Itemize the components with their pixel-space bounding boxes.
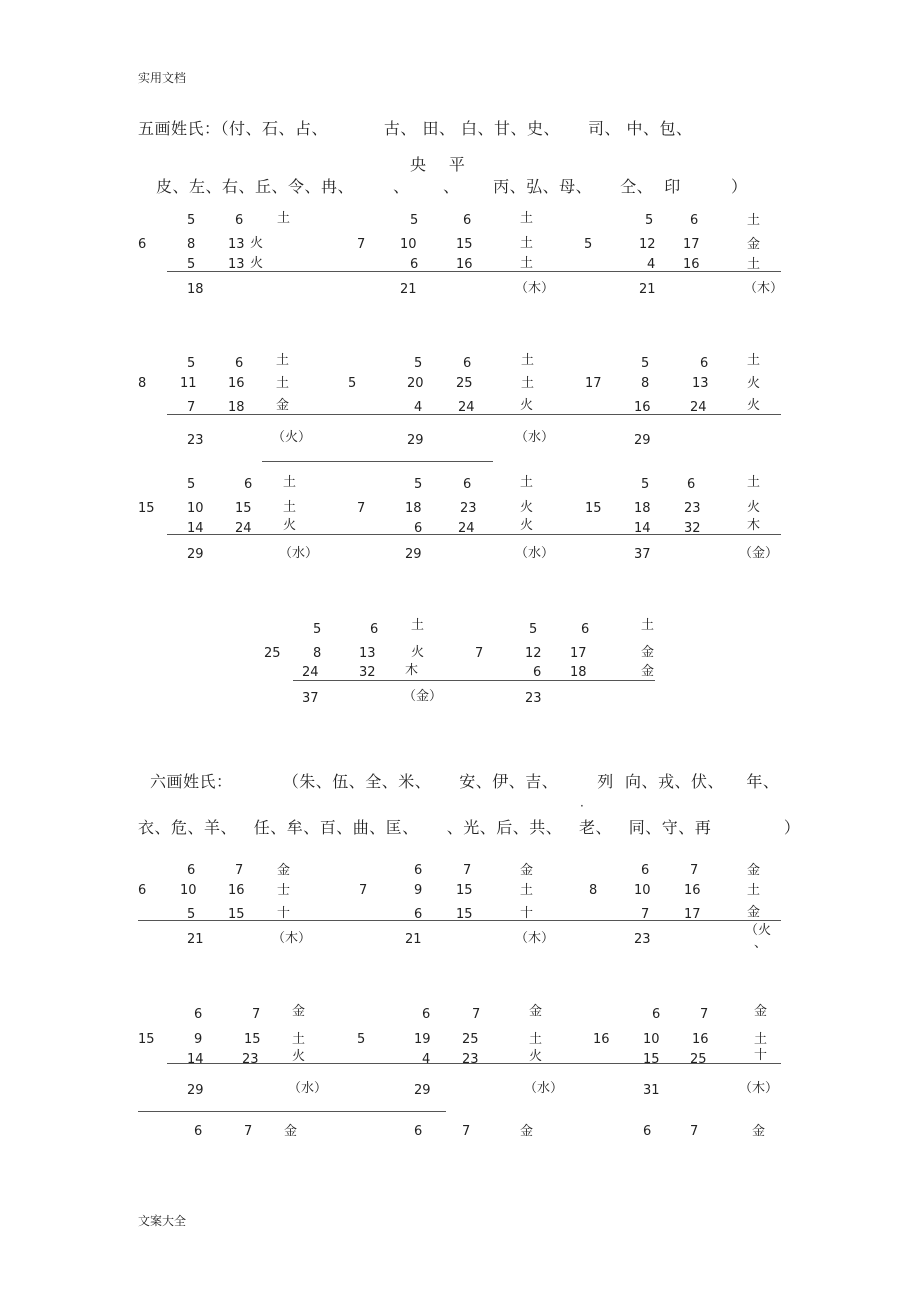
element-label: 土: [641, 618, 655, 633]
stroke-value: 13: [692, 376, 709, 391]
stroke-value: 18: [228, 400, 245, 415]
element-label: 火: [283, 518, 297, 533]
element-label: 火: [529, 1049, 543, 1064]
element-label: 土: [411, 618, 425, 633]
element-label: 火: [747, 376, 761, 391]
stroke-value: 5: [313, 622, 322, 637]
stroke-value: 14: [634, 521, 651, 536]
element-label: 土: [754, 1032, 768, 1047]
stroke-value: 15: [643, 1052, 660, 1067]
total-value: 21: [639, 282, 656, 297]
stroke-value: 16: [692, 1032, 709, 1047]
total-value: 23: [187, 433, 204, 448]
element-label: 金: [520, 1124, 534, 1139]
stroke-value: 4: [647, 257, 656, 272]
stroke-value: 16: [456, 257, 473, 272]
element-label: 十: [520, 906, 534, 921]
total-value: 23: [525, 691, 542, 706]
stroke-value: 8: [138, 376, 147, 391]
element-label: 火: [292, 1049, 306, 1064]
total-value: 23: [634, 932, 651, 947]
stroke-value: 5: [414, 477, 423, 492]
stroke-value: 8: [589, 883, 598, 898]
element-label: 土: [747, 257, 761, 272]
element-label: （水）: [288, 1081, 328, 1096]
stroke-value: 23: [460, 501, 477, 516]
total-value: 21: [405, 932, 422, 947]
element-label: 金: [752, 1124, 766, 1139]
five-stroke-surname-line: 皮、左、右、丘、令、冉、 、 、 丙、弘、母、 仝、 印 ）: [156, 177, 748, 196]
stroke-value: 17: [570, 646, 587, 661]
element-label: （火）: [272, 430, 312, 445]
element-label: 火: [520, 398, 534, 413]
stroke-value: 6: [652, 1007, 661, 1022]
stroke-value: 15: [138, 501, 155, 516]
total-value: 29: [405, 547, 422, 562]
element-label: 土: [520, 883, 534, 898]
stroke-value: 6: [235, 213, 244, 228]
element-label: 土: [283, 475, 297, 490]
stroke-value: 5: [645, 213, 654, 228]
element-label: （火: [745, 923, 772, 938]
stroke-value: 10: [180, 883, 197, 898]
element-label: （木）: [515, 931, 555, 946]
five-stroke-title-line: 五画姓氏：（付、石、占、 古、 田、 白、甘、史、 司、 中、包、: [138, 119, 693, 138]
stroke-value: 7: [690, 863, 699, 878]
stroke-value: 4: [414, 400, 423, 415]
stroke-value: 7: [690, 1124, 699, 1139]
element-label: （金）: [403, 689, 443, 704]
stroke-value: 19: [414, 1032, 431, 1047]
stroke-value: 13: [228, 237, 245, 252]
stroke-value: 6: [687, 477, 696, 492]
total-value: 29: [634, 433, 651, 448]
divider-line: [293, 680, 655, 681]
element-label: 火: [747, 500, 761, 515]
stroke-value: 10: [634, 883, 651, 898]
stroke-value: 6: [581, 622, 590, 637]
element-label: 土: [521, 376, 535, 391]
element-label: 土: [276, 353, 290, 368]
stroke-value: 7: [252, 1007, 261, 1022]
stroke-value: 25: [690, 1052, 707, 1067]
stroke-value: 6: [414, 521, 423, 536]
divider-line: [138, 1111, 446, 1112]
stroke-value: 17: [585, 376, 602, 391]
stroke-value: 5: [584, 237, 593, 252]
element-label: 金: [284, 1124, 298, 1139]
stroke-value: 6: [187, 863, 196, 878]
element-label: 金: [641, 664, 655, 679]
element-label: 土: [520, 475, 534, 490]
element-label: 金: [529, 1004, 543, 1019]
total-value: 29: [187, 547, 204, 562]
stroke-value: 24: [458, 521, 475, 536]
stroke-value: 7: [235, 863, 244, 878]
element-label: 土: [277, 211, 291, 226]
stroke-value: 12: [639, 237, 656, 252]
stroke-value: 6: [414, 863, 423, 878]
element-label: 金: [520, 863, 534, 878]
stroke-value: 5: [187, 907, 196, 922]
stroke-value: 7: [357, 237, 366, 252]
stroke-value: 24: [302, 665, 319, 680]
stroke-value: 10: [643, 1032, 660, 1047]
element-label: 土: [747, 213, 761, 228]
element-label: （木）: [272, 931, 312, 946]
element-label: 金: [292, 1004, 306, 1019]
stroke-value: 5: [187, 477, 196, 492]
element-label: 金: [641, 645, 655, 660]
stroke-value: 6: [410, 257, 419, 272]
stroke-value: 15: [456, 907, 473, 922]
stroke-value: 12: [525, 646, 542, 661]
stroke-value: 24: [458, 400, 475, 415]
stroke-value: 7: [187, 400, 196, 415]
element-label: 土: [520, 211, 534, 226]
stroke-value: 6: [463, 477, 472, 492]
stroke-value: 8: [313, 646, 322, 661]
five-stroke-extra-chars: 央 平: [410, 155, 466, 174]
stroke-value: 7: [475, 646, 484, 661]
stroke-value: 18: [570, 665, 587, 680]
element-label: 土: [529, 1032, 543, 1047]
stroke-value: 10: [400, 237, 417, 252]
stroke-value: 32: [359, 665, 376, 680]
stroke-value: 6: [244, 477, 253, 492]
element-label: 土: [520, 236, 534, 251]
stroke-value: 5: [187, 257, 196, 272]
stroke-value: 6: [700, 356, 709, 371]
stroke-value: 6: [643, 1124, 652, 1139]
six-stroke-title-line: 六画姓氏： （朱、伍、全、米、 安、伊、吉、 列 向、戎、伏、 年、: [150, 772, 780, 791]
element-label: 火: [250, 256, 264, 271]
stroke-value: 5: [410, 213, 419, 228]
stroke-value: 5: [187, 356, 196, 371]
stroke-value: 23: [462, 1052, 479, 1067]
element-label: 火: [411, 645, 425, 660]
stroke-value: 5: [529, 622, 538, 637]
stroke-value: 7: [472, 1007, 481, 1022]
stroke-value: 6: [690, 213, 699, 228]
total-value: 37: [634, 547, 651, 562]
stroke-value: 6: [194, 1007, 203, 1022]
stroke-value: 6: [138, 237, 147, 252]
element-label: （木）: [744, 281, 784, 296]
element-label: 十: [754, 1048, 768, 1063]
stroke-value: 20: [407, 376, 424, 391]
element-label: 金: [276, 398, 290, 413]
element-label: （水）: [279, 546, 319, 561]
element-label: （水）: [524, 1081, 564, 1096]
stroke-value: 7: [357, 501, 366, 516]
element-label: （水）: [515, 546, 555, 561]
stroke-value: 5: [641, 477, 650, 492]
six-stroke-dot: ·: [580, 799, 584, 813]
stroke-value: 6: [414, 907, 423, 922]
element-label: 木: [747, 518, 761, 533]
stroke-value: 14: [187, 521, 204, 536]
stroke-value: 7: [641, 907, 650, 922]
stroke-value: 5: [357, 1032, 366, 1047]
stroke-value: 16: [634, 400, 651, 415]
total-value: 21: [400, 282, 417, 297]
element-label: （水）: [515, 430, 555, 445]
stroke-value: 17: [684, 907, 701, 922]
element-label: 土: [747, 353, 761, 368]
total-value: 37: [302, 691, 319, 706]
element-label: 火: [250, 236, 264, 251]
stroke-value: 25: [462, 1032, 479, 1047]
stroke-value: 15: [228, 907, 245, 922]
element-label: 十: [277, 906, 291, 921]
stroke-value: 15: [138, 1032, 155, 1047]
stroke-value: 6: [463, 356, 472, 371]
stroke-value: 5: [348, 376, 357, 391]
stroke-value: 25: [264, 646, 281, 661]
element-label: 金: [754, 1004, 768, 1019]
element-label: 火: [520, 500, 534, 515]
element-label: （木）: [515, 281, 555, 296]
stroke-value: 6: [370, 622, 379, 637]
stroke-value: 9: [194, 1032, 203, 1047]
six-stroke-surname-line: 衣、危、羊、 任、牟、百、曲、匡、 、光、后、共、 老、 同、守、再 ）: [138, 818, 801, 837]
stroke-value: 10: [187, 501, 204, 516]
element-label: 火: [520, 518, 534, 533]
stroke-value: 6: [422, 1007, 431, 1022]
stroke-value: 6: [414, 1124, 423, 1139]
stroke-value: 24: [235, 521, 252, 536]
total-value: 18: [187, 282, 204, 297]
stroke-value: 17: [683, 237, 700, 252]
stroke-value: 25: [456, 376, 473, 391]
total-value: 29: [414, 1083, 431, 1098]
element-label: （木）: [739, 1081, 779, 1096]
stroke-value: 16: [228, 883, 245, 898]
stroke-value: 5: [414, 356, 423, 371]
stroke-value: 7: [462, 1124, 471, 1139]
stroke-value: 13: [228, 257, 245, 272]
stroke-value: 9: [414, 883, 423, 898]
stroke-value: 7: [359, 883, 368, 898]
stroke-value: 6: [235, 356, 244, 371]
element-label: 金: [747, 863, 761, 878]
stroke-value: 15: [235, 501, 252, 516]
stroke-value: 24: [690, 400, 707, 415]
stroke-value: 6: [138, 883, 147, 898]
stroke-value: 16: [228, 376, 245, 391]
stroke-value: 5: [641, 356, 650, 371]
element-label: 金: [277, 863, 291, 878]
stroke-value: 15: [585, 501, 602, 516]
stroke-value: 8: [641, 376, 650, 391]
stroke-value: 16: [683, 257, 700, 272]
element-label: 木: [405, 663, 419, 678]
stroke-value: 16: [593, 1032, 610, 1047]
stroke-value: 8: [187, 237, 196, 252]
stroke-value: 6: [194, 1124, 203, 1139]
stroke-value: 6: [641, 863, 650, 878]
total-value: 31: [643, 1083, 660, 1098]
stroke-value: 16: [684, 883, 701, 898]
element-label: 土: [747, 475, 761, 490]
element-label: 土: [276, 376, 290, 391]
footer-label: 文案大全: [138, 1214, 187, 1228]
stroke-value: 6: [463, 213, 472, 228]
stroke-value: 13: [359, 646, 376, 661]
stroke-value: 15: [244, 1032, 261, 1047]
stroke-value: 7: [244, 1124, 253, 1139]
stroke-value: 6: [533, 665, 542, 680]
element-label: 土: [520, 256, 534, 271]
element-label: 土: [747, 883, 761, 898]
element-label: 金: [747, 237, 761, 252]
element-label: 土: [521, 353, 535, 368]
stroke-value: 18: [405, 501, 422, 516]
stroke-value: 14: [187, 1052, 204, 1067]
stroke-value: 11: [180, 376, 197, 391]
stroke-value: 15: [456, 237, 473, 252]
element-label: 士: [277, 883, 291, 898]
stroke-value: 7: [700, 1007, 709, 1022]
element-label: 土: [292, 1032, 306, 1047]
stroke-value: 7: [463, 863, 472, 878]
divider-line: [262, 461, 493, 462]
element-label: （金）: [739, 546, 779, 561]
total-value: 29: [187, 1083, 204, 1098]
total-value: 29: [407, 433, 424, 448]
element-label: 金: [747, 905, 761, 920]
stroke-value: 18: [634, 501, 651, 516]
stroke-value: 5: [187, 213, 196, 228]
element-label: 土: [283, 500, 297, 515]
stroke-value: 32: [684, 521, 701, 536]
total-value: 21: [187, 932, 204, 947]
element-label: 、: [754, 936, 768, 951]
stroke-value: 23: [242, 1052, 259, 1067]
stroke-value: 23: [684, 501, 701, 516]
header-label: 实用文档: [138, 71, 187, 85]
element-label: 火: [747, 398, 761, 413]
stroke-value: 15: [456, 883, 473, 898]
stroke-value: 4: [422, 1052, 431, 1067]
